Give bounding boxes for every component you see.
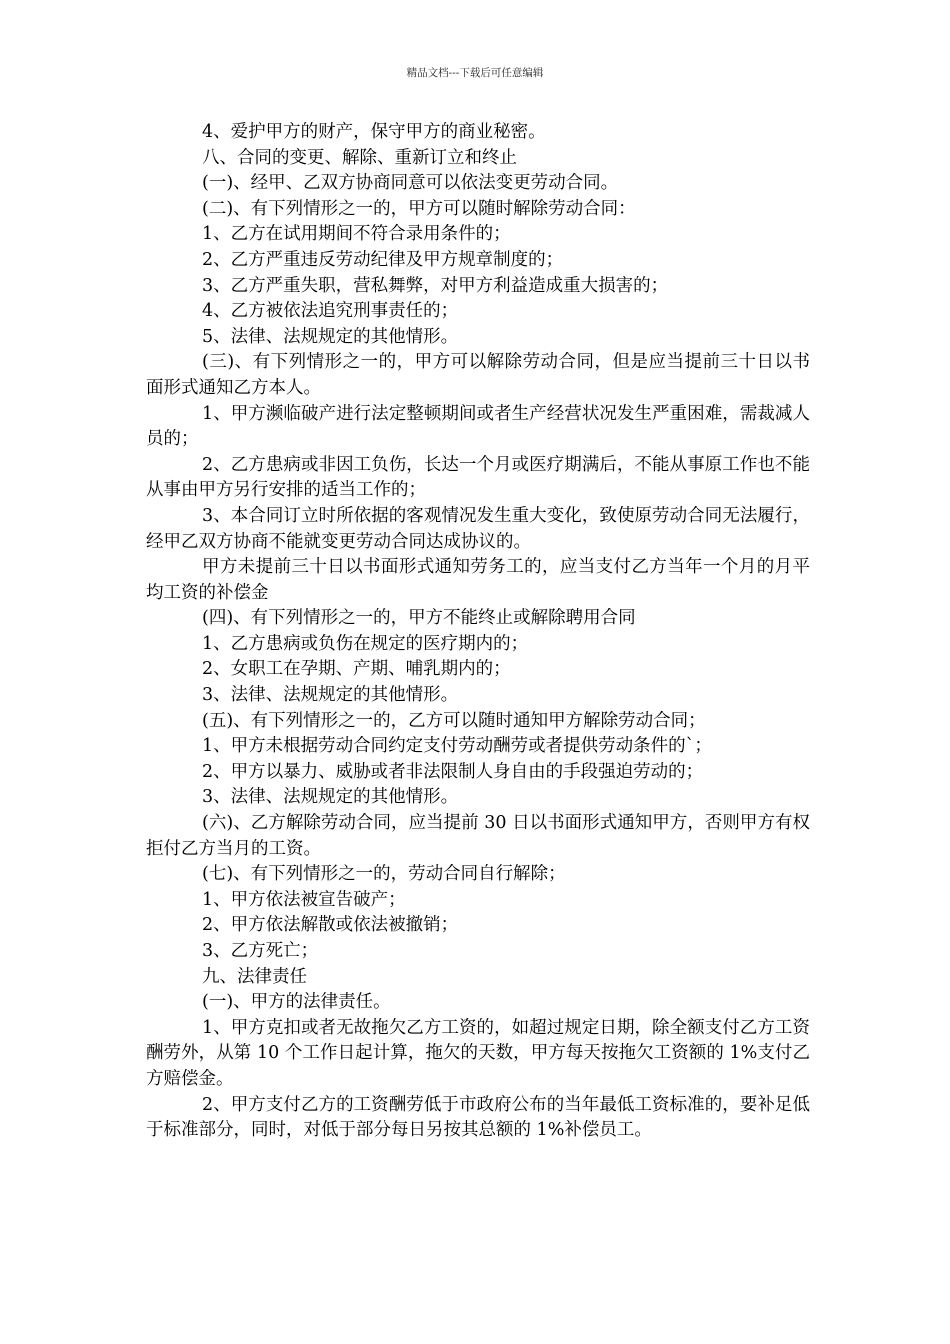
document-body xyxy=(146,120,810,1144)
list-item: 1、甲方克扣或者无故拖欠乙方工资的，如超过规定日期，除全额支付乙方工资酬劳外，从第 10 个工作日起计算，拖欠的天数，甲方每天按拖欠工资额的 1%支付乙方赔偿金。 xyxy=(146,1017,810,1089)
section-heading: 八、合同的变更、解除、重新订立和终止 xyxy=(202,147,517,168)
list-item: 5、法律、法规规定的其他情形。 xyxy=(202,326,459,347)
list-item: 1、甲方濒临破产进行法定整顿期间或者生产经营状况发生严重困难，需裁减人员的； xyxy=(146,403,810,450)
list-item: 2、甲方以暴力、威胁或者非法限制人身自由的手段强迫劳动的； xyxy=(202,761,704,782)
list-item: 2、甲方依法解散或依法被撤销； xyxy=(202,915,459,936)
list-item: 1、甲方未根据劳动合同约定支付劳动酬劳或者提供劳动条件的`； xyxy=(202,736,712,757)
list-item: 4、乙方被依法追究刑事责任的； xyxy=(202,301,459,322)
paragraph: (四)、有下列情形之一的，甲方不能终止或解除聘用合同 xyxy=(202,608,636,629)
list-item: 1、乙方患病或负伤在规定的医疗期内的； xyxy=(202,633,529,654)
paragraph: 4、爱护甲方的财产，保守甲方的商业秘密。 xyxy=(202,122,546,142)
section-heading: 九、法律责任 xyxy=(202,966,307,987)
list-item: 3、本合同订立时所依据的客观情况发生重大变化，致使原劳动合同无法履行，经甲乙双方协商不能就变更劳动合同达成协议的。 xyxy=(146,505,810,552)
list-item: 2、甲方支付乙方的工资酬劳低于市政府公布的当年最低工资标准的，要补足低于标准部分，同时，对低于部分每日另按其总额的 1%补偿员工。 xyxy=(146,1094,810,1141)
paragraph: (三)、有下列情形之一的，甲方可以解除劳动合同，但是应当提前三十日以书面形式通知乙方本人。 xyxy=(146,352,810,398)
list-item: 2、乙方患病或非因工负伤，长达一个月或医疗期满后，不能从事原工作也不能从事由甲方另行安排的适当工作的； xyxy=(146,454,810,501)
paragraph: (七)、有下列情形之一的，劳动合同自行解除； xyxy=(202,864,566,885)
list-item: 3、乙方死亡； xyxy=(202,941,319,961)
page-header: 精品文档---下载后可任意编辑 xyxy=(406,67,544,79)
list-item: 2、女职工在孕期、产期、哺乳期内的； xyxy=(202,659,511,680)
list-item: 1、乙方在试用期间不符合录用条件的； xyxy=(202,224,511,245)
list-item: 3、乙方严重失职，营私舞弊，对甲方利益造成重大损害的； xyxy=(202,275,669,296)
list-item: 2、乙方严重违反劳动纪律及甲方规章制度的； xyxy=(202,249,564,270)
paragraph: (二)、有下列情形之一的，甲方可以随时解除劳动合同： xyxy=(202,198,636,219)
paragraph: 甲方未提前三十日以书面形式通知劳务工的，应当支付乙方当年一个月的月平均工资的补偿金 xyxy=(146,557,810,603)
paragraph: (一)、甲方的法律责任。 xyxy=(202,992,391,1013)
list-item: 3、法律、法规规定的其他情形。 xyxy=(202,685,459,706)
list-item: 1、甲方依法被宣告破产； xyxy=(202,889,406,910)
paragraph: (五)、有下列情形之一的，乙方可以随时通知甲方解除劳动合同； xyxy=(202,710,706,731)
paragraph: (六)、乙方解除劳动合同，应当提前 30 日以书面形式通知甲方，否则甲方有权拒付乙方当月的工资。 xyxy=(146,813,810,859)
list-item: 3、法律、法规规定的其他情形。 xyxy=(202,787,459,808)
paragraph: (一)、经甲、乙双方协商同意可以依法变更劳动合同。 xyxy=(202,173,619,194)
